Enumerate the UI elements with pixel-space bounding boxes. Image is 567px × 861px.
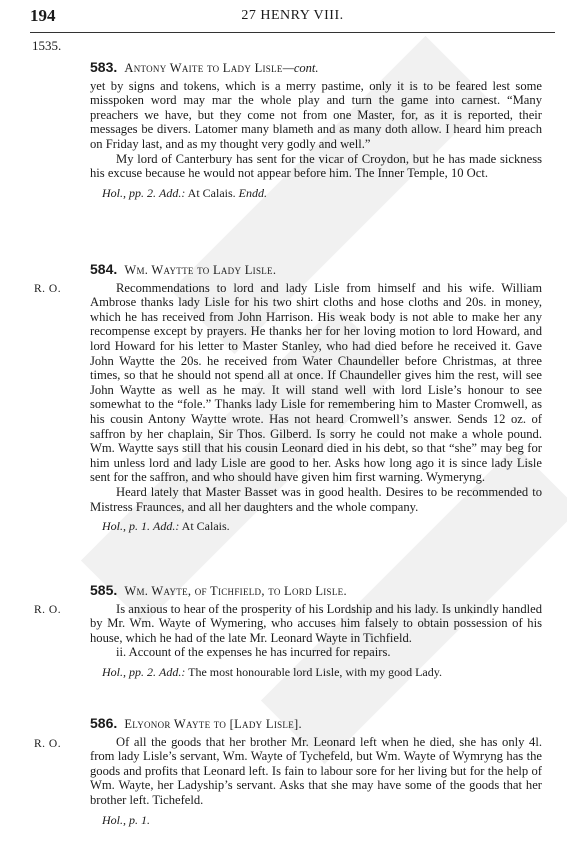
entry-title: Elyonor Wayte to [Lady Lisle]. (124, 717, 302, 731)
entry-paragraph: ii. Account of the expenses he has incurred for repairs. (116, 645, 391, 660)
meta-hol: Hol., pp. 2. (102, 664, 156, 679)
margin-ref: R. O. (34, 283, 62, 295)
meta-add-label: Add.: (159, 185, 186, 200)
entry-number: 584. (90, 261, 118, 277)
page-header (30, 6, 555, 32)
entry-586 (90, 716, 542, 827)
year-label: 1535. (32, 38, 62, 53)
meta-add-label: Add.: (159, 664, 186, 679)
entry-584 (90, 262, 542, 534)
entry-meta (90, 665, 542, 680)
entry-number: 586. (90, 715, 118, 731)
entry-continued: —cont. (282, 61, 319, 75)
entry-meta (90, 813, 542, 828)
entry-paragraph: Of all the goods that her brother Mr. Leonard left when he died, she has only 4l. from lady Lisle’s servant, Wm. Wayte of Tychefeld, but Wm. Wayte of Wymryng has the goods and profits that Leonard left. Is fain to labour sore for her living but for the help of Wm. Wayte, her Ladyship’s servant. Asks that she may have some of the goods that her brother left. Tichefeld. (90, 734, 542, 807)
meta-address: At Calais. (181, 519, 230, 534)
meta-address: At Calais. (187, 185, 236, 200)
meta-hol: Hol., p. 1. (102, 812, 150, 827)
entry-heading (90, 716, 542, 732)
meta-add-label: Add.: (153, 519, 180, 534)
entry-meta (90, 519, 542, 534)
entry-paragraph: Heard lately that Master Basset was in good health. Desires to be recommended to Mistress Fraunces, and all her daughters and the whole company. (90, 484, 542, 514)
entry-585 (90, 583, 542, 680)
entry-heading (90, 583, 542, 599)
page-number: 194 (30, 6, 56, 25)
margin-ref: R. O. (34, 738, 62, 750)
entry-number: 585. (90, 582, 118, 598)
entry-paragraph: Recommendations to lord and lady Lisle from himself and his wife. William Ambrose thanks lady Lisle for his two shirt cloths and hose cloths and 20s. in money, which he has received from John Harrison. His weak body is not able to make her any recompense except by prayers. He thanks her for her loving motion to lord Howard, and lord Howard for his letter to Master Stanley, who had died before he received it. Gave John Waytte the 20s. he received from Water Chaundeller before Christmas, at three times, so that he should not spend all at once. If Chaundeller gives him the rest, will see John Waytte as well as he may. It will stand well with lord Lisle’s honour to see somewhat to the “fole.” Thanks lady Lisle for remembering him to Master Cromwell, as his cousin Antony Waytte wrote. Has not heard Cromwell’s answer. Sends 12 oz. of saffron by her chaplain, Sir Thos. Gilberd. Is sorry he could not make a whole pound. Wm. Waytte says still that his cousin Leonard died in his debt, so that “she” may beg for him unless lord and lady Lisle are good to her. Asks how long ago it is since lady Lisle sent for the saffron, and who should have given him first warning. Wymeryng. (90, 280, 542, 485)
meta-address: The most honourable lord Lisle, with my good Lady. (188, 664, 442, 679)
header-rule (30, 32, 555, 33)
margin-ref: R. O. (34, 604, 62, 616)
meta-hol: Hol., p. 1. (102, 519, 150, 534)
entry-heading (90, 262, 542, 278)
entry-title: Wm. Wayte, of Tichfield, to Lord Lisle. (124, 584, 347, 598)
entry-number: 583. (90, 59, 118, 75)
running-title: 27 HENRY VIII. (241, 8, 344, 23)
entry-title: Wm. Waytte to Lady Lisle. (124, 263, 277, 277)
entry-meta (90, 186, 542, 201)
entry-583 (90, 60, 542, 200)
entry-paragraph: Is anxious to hear of the prosperity of his Lordship and his lady. Is unkindly handled by Mr. Wm. Wayte of Wymering, who accuses him falsely to obtain possession of his house, which he had of the late Mr. Leonard Wayte in Tichfield. (90, 601, 542, 645)
entry-paragraph: My lord of Canterbury has sent for the vicar of Croydon, but he has made sickness his excuse because he would not appear before him. The Inner Temple, 10 Oct. (90, 151, 542, 181)
entry-title: Antony Waite to Lady Lisle (124, 61, 283, 75)
entry-paragraph: yet by signs and tokens, which is a merry pastime, only it is to be feared lest some misspoken word may mar the whole play and turn the game into carnest. “Many preachers we have, but they come not from one Master, for, as it is reported, their messages be divers. Latomer many blameth and as many doth allow. I heard him preach on Friday last, and as my thought very godly and well.” (90, 78, 542, 151)
entry-heading (90, 60, 542, 76)
meta-hol: Hol., pp. 2. (102, 185, 156, 200)
meta-endd: Endd. (238, 185, 268, 200)
